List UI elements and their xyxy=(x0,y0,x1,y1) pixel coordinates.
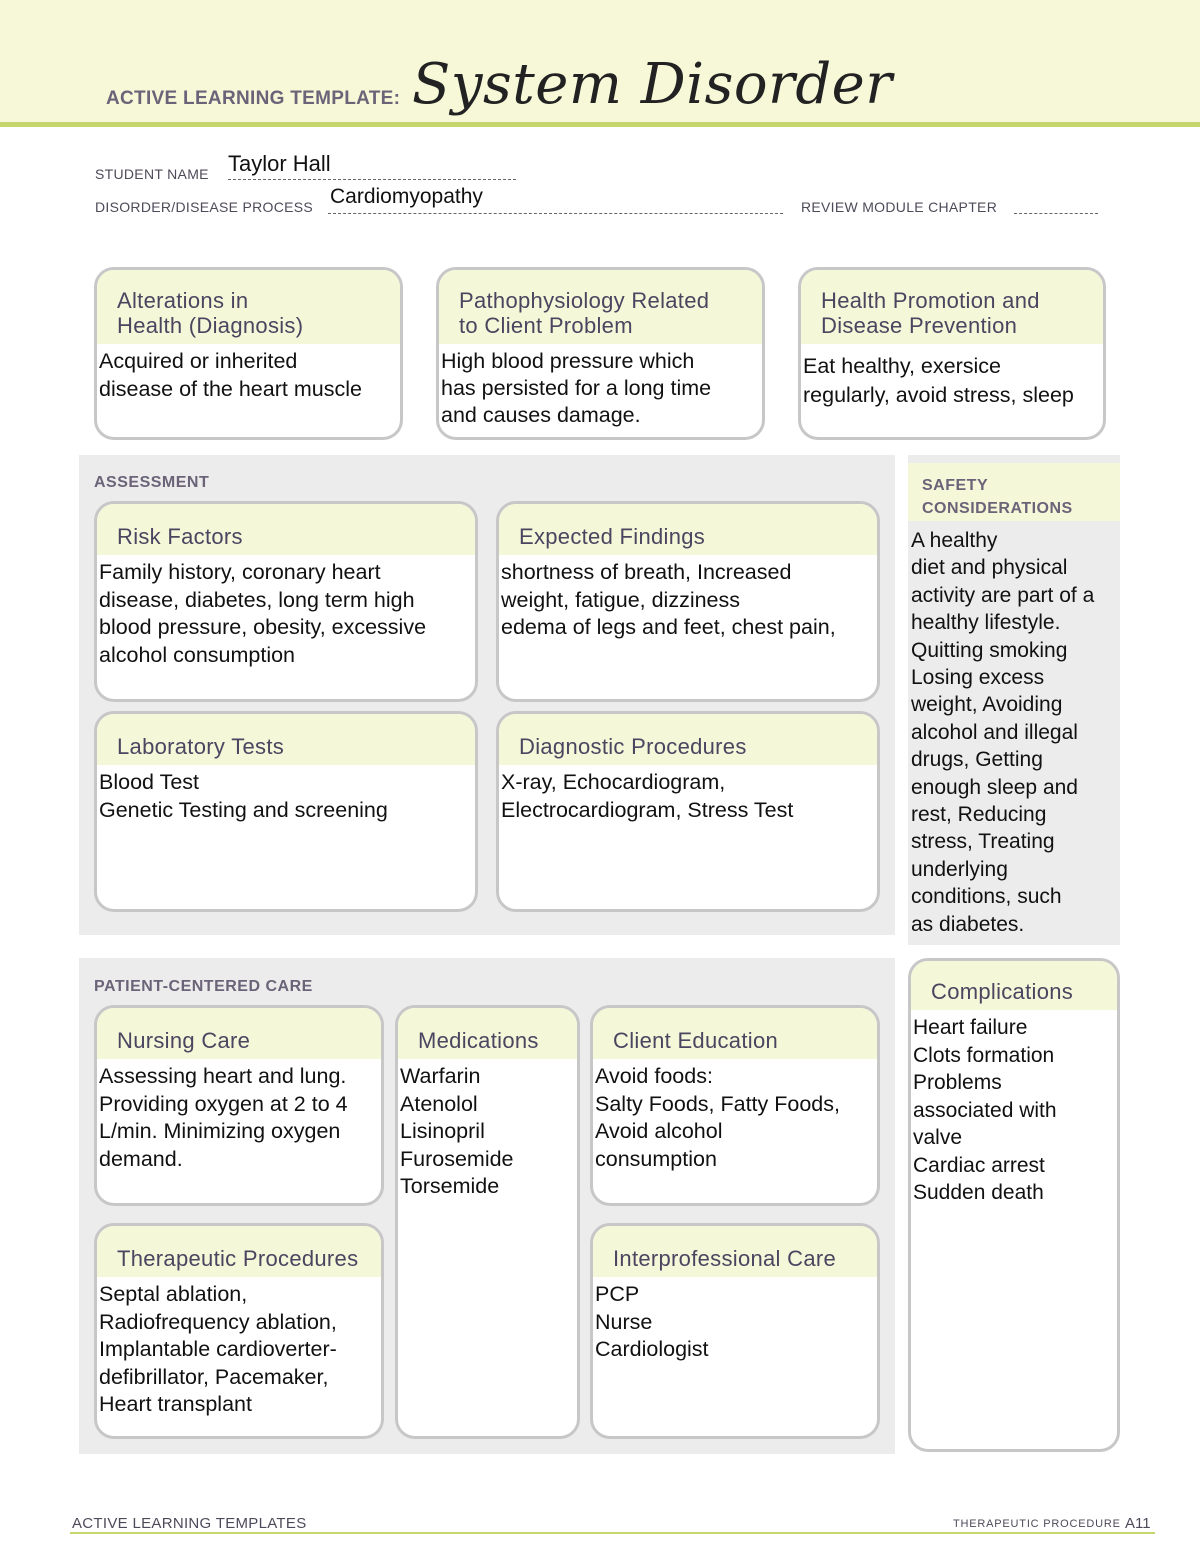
footer-right-label: THERAPEUTIC PROCEDURE xyxy=(953,1518,1121,1530)
complications-title: Complications xyxy=(911,961,1117,1010)
student-name-field[interactable] xyxy=(228,151,516,180)
student-name-value: Taylor Hall xyxy=(228,151,331,176)
nursing-care-box xyxy=(94,1005,384,1206)
diagnostic-procedures-body[interactable]: X-ray, Echocardiogram, Electrocardiogram, Stress Test xyxy=(501,770,794,822)
alterations-box xyxy=(94,267,403,440)
diagnostic-procedures-title: Diagnostic Procedures xyxy=(499,714,877,765)
student-name-label: STUDENT NAME xyxy=(95,166,209,182)
pathophysiology-title: Pathophysiology Related to Client Problem xyxy=(439,270,762,344)
template-label: ACTIVE LEARNING TEMPLATE: xyxy=(106,88,401,109)
footer-rule xyxy=(70,1532,1155,1534)
disorder-label: DISORDER/DISEASE PROCESS xyxy=(95,199,314,215)
review-module-field[interactable] xyxy=(1014,198,1098,214)
therapeutic-procedures-title: Therapeutic Procedures xyxy=(97,1226,381,1277)
header-rule xyxy=(0,122,1200,127)
expected-findings-body[interactable]: shortness of breath, Increased weight, fatigue, dizziness edema of legs and feet, chest pain, xyxy=(501,560,836,639)
health-promotion-body[interactable]: Eat healthy, exersice regularly, avoid stress, sleep xyxy=(803,354,1074,407)
patient-centered-care-label: PATIENT-CENTERED CARE xyxy=(94,978,313,995)
interprofessional-care-title: Interprofessional Care xyxy=(593,1226,877,1277)
laboratory-tests-body[interactable]: Blood Test Genetic Testing and screening xyxy=(99,770,388,822)
interprofessional-care-box xyxy=(590,1223,880,1439)
therapeutic-procedures-body[interactable]: Septal ablation, Radiofrequency ablation, Implantable cardioverter- defibrillator, Pacemaker, Heart transplant xyxy=(99,1282,337,1416)
risk-factors-body[interactable]: Family history, coronary heart disease, diabetes, long term high blood pressure, obesity, excessive alcohol consumption xyxy=(99,560,427,667)
safety-label: SAFETY CONSIDERATIONS xyxy=(922,477,1073,517)
client-education-box xyxy=(590,1005,880,1206)
medications-title: Medications xyxy=(398,1008,577,1059)
complications-box xyxy=(908,958,1120,1452)
health-promotion-box xyxy=(798,267,1106,440)
alterations-title: Alterations in Health (Diagnosis) xyxy=(97,270,400,344)
footer-left: ACTIVE LEARNING TEMPLATES xyxy=(72,1515,307,1532)
disorder-field[interactable] xyxy=(328,185,783,214)
laboratory-tests-box xyxy=(94,711,478,912)
expected-findings-title: Expected Findings xyxy=(499,504,877,555)
nursing-care-body[interactable]: Assessing heart and lung. Providing oxygen at 2 to 4 L/min. Minimizing oxygen demand. xyxy=(99,1064,348,1171)
pathophysiology-box xyxy=(436,267,765,440)
disorder-value: Cardiomyopathy xyxy=(330,185,483,208)
complications-body[interactable]: Heart failure Clots formation Problems associated with valve Cardiac arrest Sudden death xyxy=(913,1016,1057,1204)
laboratory-tests-title: Laboratory Tests xyxy=(97,714,475,765)
medications-box xyxy=(395,1005,580,1439)
expected-findings-box xyxy=(496,501,880,702)
review-module-label: REVIEW MODULE CHAPTER xyxy=(801,199,998,215)
footer-page-number: A11 xyxy=(1125,1515,1151,1532)
diagnostic-procedures-box xyxy=(496,711,880,912)
pathophysiology-body[interactable]: High blood pressure which has persisted for a long time and causes damage. xyxy=(441,349,712,427)
risk-factors-box xyxy=(94,501,478,702)
medications-body[interactable]: Warfarin Atenolol Lisinopril Furosemide Torsemide xyxy=(400,1064,514,1198)
risk-factors-title: Risk Factors xyxy=(97,504,475,555)
page-title: System Disorder xyxy=(412,52,893,117)
safety-body[interactable]: A healthy diet and physical activity are part of a healthy lifestyle. Quitting smoking Losing excess weight, Avoiding alcohol and illegal drugs, Getting enough sleep and rest, Reducing stress, Treating underlying conditions, such as diabetes. xyxy=(911,529,1095,936)
health-promotion-title: Health Promotion and Disease Prevention xyxy=(801,270,1103,344)
interprofessional-care-body[interactable]: PCP Nurse Cardiologist xyxy=(595,1282,709,1361)
assessment-label: ASSESSMENT xyxy=(94,474,210,491)
nursing-care-title: Nursing Care xyxy=(97,1008,381,1059)
client-education-body[interactable]: Avoid foods: Salty Foods, Fatty Foods, Avoid alcohol consumption xyxy=(595,1064,840,1171)
alterations-body[interactable]: Acquired or inherited disease of the heart muscle xyxy=(99,349,362,401)
client-education-title: Client Education xyxy=(593,1008,877,1059)
therapeutic-procedures-box xyxy=(94,1223,384,1439)
